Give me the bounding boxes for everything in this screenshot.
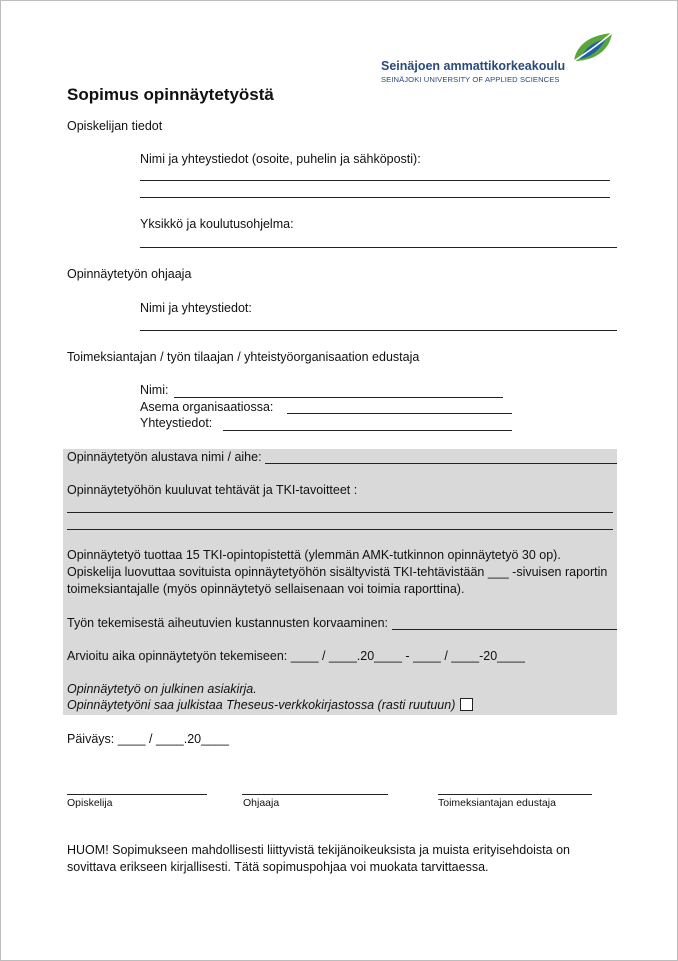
- student-unit-label: Yksikkö ja koulutusohjelma:: [140, 217, 294, 231]
- student-contact-line-2[interactable]: [140, 197, 610, 198]
- theseus-checkbox[interactable]: [460, 698, 473, 711]
- supervisor-contact-line[interactable]: [140, 330, 617, 331]
- client-signature-label: Toimeksiantajan edustaja: [438, 797, 556, 809]
- estimate-label[interactable]: Arvioitu aika opinnäytetyön tekemiseen: ____ / ____.20____ - ____ / ____-20____: [67, 649, 525, 663]
- logo-subtitle: SEINÄJOKI UNIVERSITY OF APPLIED SCIENCES: [381, 75, 560, 84]
- client-name-label: Nimi:: [140, 383, 169, 397]
- client-name-line[interactable]: [174, 397, 503, 398]
- student-section-heading: Opiskelijan tiedot: [67, 119, 163, 133]
- client-section-heading: Toimeksiantajan / työn tilaajan / yhteistyöorganisaation edustaja: [67, 350, 420, 364]
- client-position-line[interactable]: [287, 413, 512, 414]
- thesis-tasks-label: Opinnäytetyöhön kuuluvat tehtävät ja TKI-tavoitteet :: [67, 483, 358, 497]
- thesis-topic-line[interactable]: [265, 463, 617, 464]
- client-signature-line[interactable]: [438, 794, 592, 795]
- thesis-tasks-line-2[interactable]: [67, 529, 613, 530]
- thesis-topic-label: Opinnäytetyön alustava nimi / aihe:: [67, 450, 262, 464]
- logo-name: Seinäjoen ammattikorkeakoulu: [381, 59, 566, 73]
- student-signature-label: Opiskelija: [67, 797, 113, 809]
- client-contact-line[interactable]: [223, 430, 512, 431]
- student-signature-line[interactable]: [67, 794, 207, 795]
- costs-line[interactable]: [392, 629, 617, 630]
- supervisor-section-heading: Opinnäytetyön ohjaaja: [67, 267, 192, 281]
- theseus-label: Opinnäytetyöni saa julkistaa Theseus-verkkokirjastossa (rasti ruutuun): [67, 698, 456, 712]
- client-position-label: Asema organisaatiossa:: [140, 400, 274, 414]
- leaf-logo-icon: [572, 31, 614, 65]
- page-title: Sopimus opinnäytetyöstä: [67, 85, 274, 104]
- supervisor-signature-line[interactable]: [242, 794, 388, 795]
- credits-text-line-3: toimeksiantajalle (myös opinnäytetyö sellaisenaan voi toimia raporttina).: [67, 582, 465, 596]
- credits-text-line-2: Opiskelija luovuttaa sovituista opinnäytetyöhön sisältyvistä TKI-tehtävistään ___ -sivuisen raportin: [67, 565, 608, 579]
- date-label[interactable]: Päiväys: ____ / ____.20____: [67, 732, 229, 746]
- student-unit-line[interactable]: [140, 247, 617, 248]
- supervisor-signature-label: Ohjaaja: [243, 797, 280, 809]
- note-line-2: sovittava erikseen kirjallisesti. Tätä sopimuspohjaa voi muokata tarvittaessa.: [67, 860, 489, 874]
- costs-label: Työn tekemisestä aiheutuvien kustannusten korvaaminen:: [67, 616, 389, 630]
- public-note: Opinnäytetyö on julkinen asiakirja.: [67, 682, 257, 696]
- student-contact-label: Nimi ja yhteystiedot (osoite, puhelin ja sähköposti):: [140, 152, 421, 166]
- student-contact-line-1[interactable]: [140, 180, 610, 181]
- note-line-1: HUOM! Sopimukseen mahdollisesti liittyvistä tekijänoikeuksista ja muista erityisehdoista on: [67, 843, 570, 857]
- supervisor-contact-label: Nimi ja yhteystiedot:: [140, 301, 252, 315]
- client-contact-label: Yhteystiedot:: [140, 416, 213, 430]
- credits-text-line-1: Opinnäytetyö tuottaa 15 TKI-opintopistettä (ylemmän AMK-tutkinnon opinnäytetyö 30 op).: [67, 548, 561, 562]
- thesis-tasks-line-1[interactable]: [67, 512, 613, 513]
